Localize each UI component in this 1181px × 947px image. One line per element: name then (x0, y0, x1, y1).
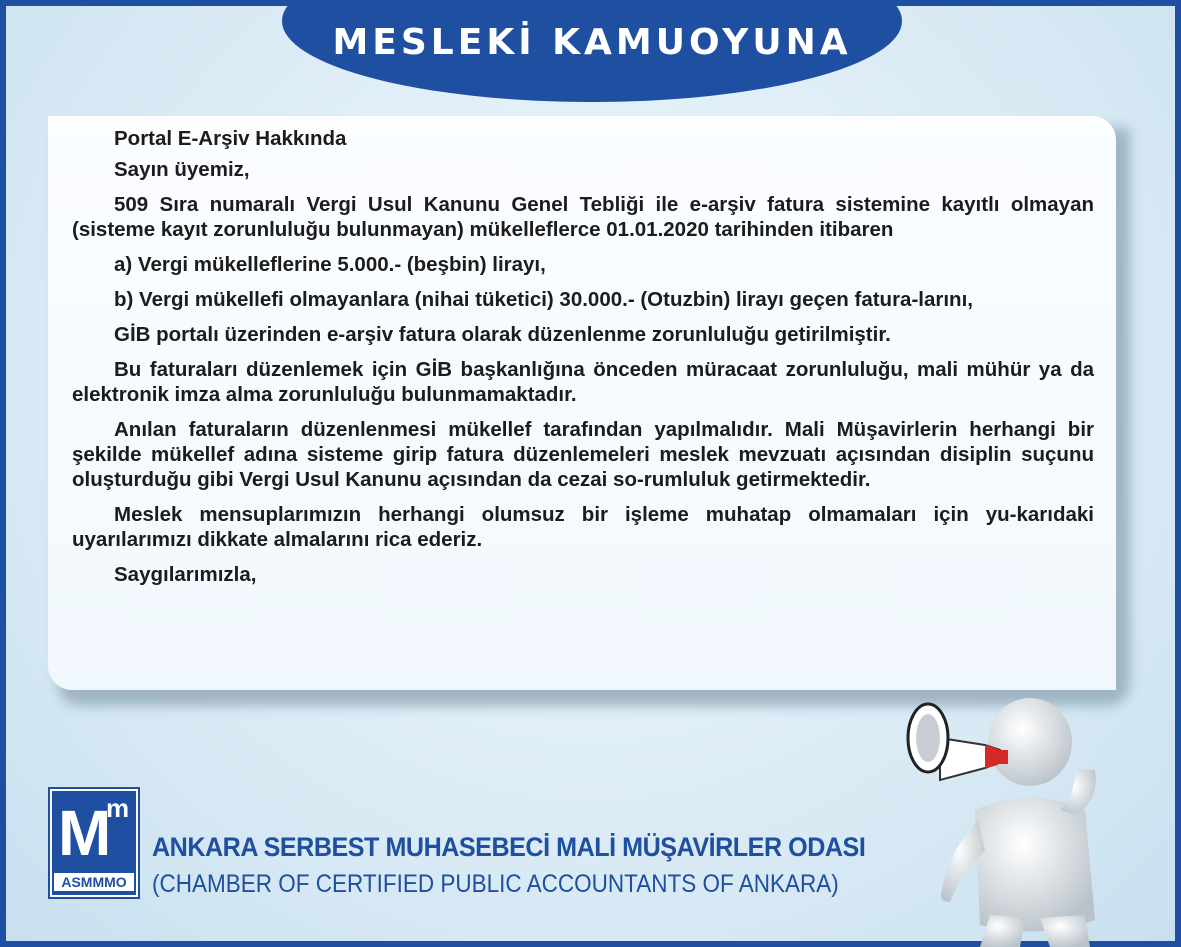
letter-card (48, 116, 1116, 690)
letter-closing: Saygılarımızla, (114, 563, 257, 586)
letter-paragraph: 509 Sıra numaralı Vergi Usul Kanunu Genel Tebliği ile e-arşiv fatura sistemine kayıtlı olmayan (sisteme kayıt zorunluluğu bulunmayan) mükelleflerce 01.01.2020 tarihinden itibaren (72, 193, 1094, 241)
letter-paragraph: a) Vergi mükelleflerine 5.000.- (beşbin) lirayı, (114, 253, 546, 276)
megaphone-figure-icon (880, 690, 1180, 947)
letter-subject: Portal E-Arşiv Hakkında (114, 127, 347, 150)
letter-paragraph: b) Vergi mükellefi olmayanlara (nihai tüketici) 30.000.- (Otuzbin) lirayı geçen fatura-larını, (114, 288, 973, 311)
letter-paragraph: Bu faturaları düzenlemek için GİB başkanlığına önceden müracaat zorunluluğu, mali mühür ya da elektronik imza alma zorunluluğu bulunmamaktadır. (72, 358, 1094, 406)
header-title: MESLEKİ KAMUOYUNA (332, 22, 852, 63)
logo-small-letter: m (106, 793, 130, 823)
asmmmo-logo (50, 789, 138, 897)
letter-paragraph: Anılan faturaların düzenlenmesi mükellef tarafından yapılmalıdır. Mali Müşavirlerin herhangi bir şekilde mükellef adına sisteme girip fatura düzenlemeleri meslek mevzuatı açısından disiplin suçunu oluşturduğu gibi Vergi Usul Kanunu açısından da cezai so-rumluluk getirmektedir. (72, 418, 1094, 491)
organization-english-name: (CHAMBER OF CERTIFIED PUBLIC ACCOUNTANTS OF ANKARA) (152, 870, 839, 898)
letter-paragraph: GİB portalı üzerinden e-arşiv fatura olarak düzenlenme zorunluluğu getirilmiştir. (114, 323, 891, 346)
organization-name: ANKARA SERBEST MUHASEBECİ MALİ MÜŞAVİRLER ODASI (152, 832, 866, 862)
logo-big-letter: M (58, 797, 112, 869)
letter-greeting: Sayın üyemiz, (114, 158, 250, 181)
letter-paragraph: Meslek mensuplarımızın herhangi olumsuz bir işleme muhatap olmamaları için yu-karıdaki uyarılarımızı dikkate almalarını rica ederiz. (72, 503, 1094, 551)
logo-abbreviation: ASMMMO (54, 873, 134, 891)
